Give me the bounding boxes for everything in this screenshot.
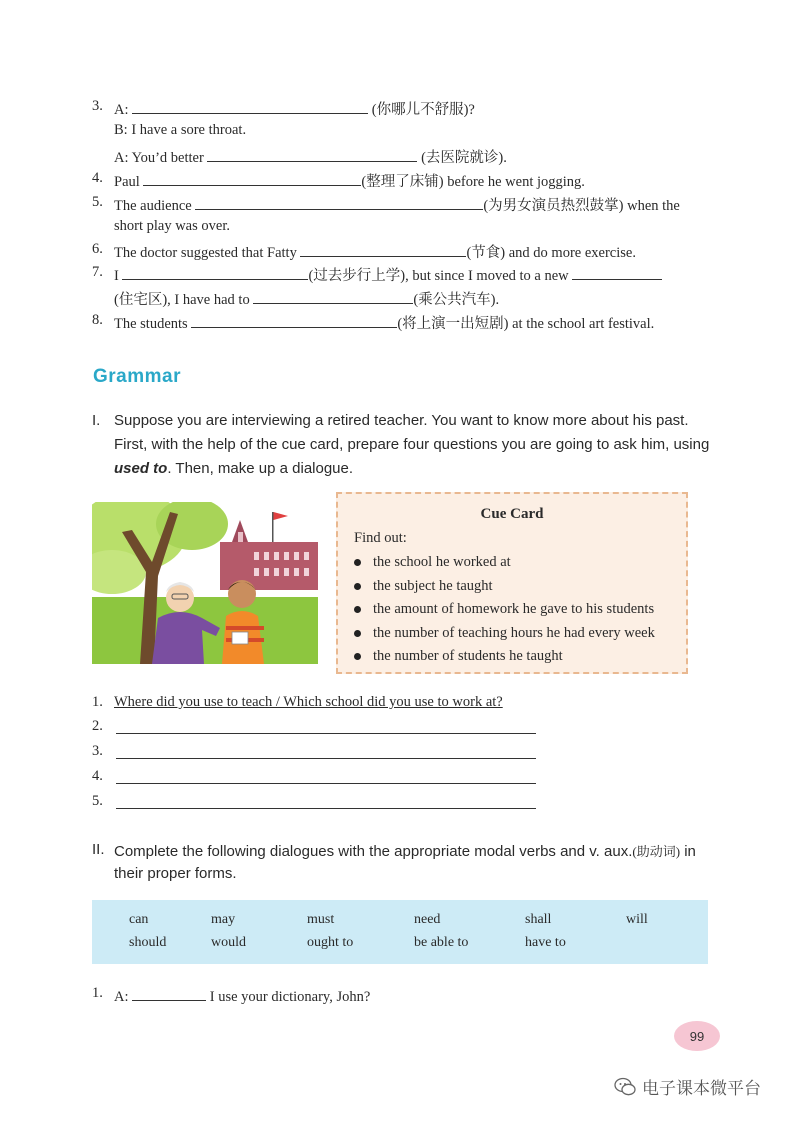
- sentence-start: Paul: [114, 174, 140, 190]
- illustration-teacher-and-student: [92, 502, 318, 664]
- student-head: [228, 580, 256, 608]
- item-number: 3.: [92, 743, 103, 759]
- example-question: Where did you use to teach / Which school did you use to work at?: [114, 694, 503, 710]
- word-option: have to: [525, 935, 566, 950]
- sentence-middle: , but since I moved to a new: [405, 268, 569, 284]
- instruction-line-end: in: [680, 843, 696, 860]
- sentence-end: and do more exercise.: [505, 245, 636, 261]
- item-number: 6.: [92, 241, 103, 257]
- bullet-icon: [354, 630, 361, 637]
- chinese-hint: (你哪儿不舒服)?: [371, 102, 475, 118]
- chinese-hint: (为男女演员热烈鼓掌): [483, 198, 624, 214]
- cue-card-title: Cue Card: [480, 506, 544, 522]
- chinese-hint: (将上演一出短剧): [397, 316, 509, 332]
- word-option: shall: [525, 912, 552, 927]
- part-numeral: II.: [92, 841, 105, 858]
- answer-blank[interactable]: [207, 146, 417, 162]
- word-option: should: [129, 935, 167, 950]
- cue-card-item: the school he worked at: [354, 554, 511, 571]
- item-number: 4.: [92, 170, 103, 186]
- instruction-line: . Then, make up a dialogue.: [167, 460, 354, 477]
- speaker-label: A:: [114, 989, 129, 1005]
- item-number: 1.: [92, 694, 103, 710]
- item-number: 7.: [92, 264, 103, 280]
- item-number: 2.: [92, 718, 103, 734]
- instruction-line: their proper forms.: [114, 865, 237, 882]
- answer-blank[interactable]: [300, 241, 466, 257]
- cue-card-item: the amount of homework he gave to his students: [354, 601, 654, 618]
- answer-blank[interactable]: [122, 264, 308, 280]
- chinese-hint: (整理了床铺): [361, 174, 444, 190]
- cue-card-item: the number of students he taught: [354, 648, 563, 665]
- answer-blank[interactable]: [132, 98, 368, 114]
- question-answer-line[interactable]: [116, 808, 536, 809]
- question-answer-line[interactable]: [116, 758, 536, 759]
- cue-card-item: the number of teaching hours he had every week: [354, 625, 655, 642]
- sentence-start: The doctor suggested that Fatty: [114, 245, 297, 261]
- answer-blank[interactable]: [143, 170, 361, 186]
- word-option: can: [129, 912, 149, 927]
- word-option: ought to: [307, 935, 354, 950]
- speaker-label: A:: [114, 102, 129, 118]
- sentence-end: .: [495, 292, 500, 308]
- answer-blank[interactable]: [195, 194, 483, 210]
- sentence-middle: , I have had to: [167, 292, 250, 308]
- sentence-start: The students: [114, 316, 188, 332]
- answer-blank[interactable]: [191, 312, 397, 328]
- word-option: must: [307, 912, 335, 927]
- answer-blank[interactable]: [572, 264, 662, 280]
- instruction-line: First, with the help of the cue card, prepare four questions you are going to ask him, using: [114, 436, 710, 453]
- chinese-hint: (乘公共汽车): [413, 292, 496, 308]
- sentence-start: I: [114, 268, 119, 284]
- watermark-text: 电子课本微平台: [642, 1079, 761, 1099]
- page-number: 99: [689, 1028, 705, 1044]
- sentence-start: The audience: [114, 198, 192, 214]
- sentence-end: when the: [623, 198, 680, 214]
- question-answer-line[interactable]: [116, 783, 536, 784]
- cue-card: [336, 492, 688, 674]
- item-number: 8.: [92, 312, 103, 328]
- chinese-hint: (节食): [466, 245, 506, 261]
- instruction-line: Suppose you are interviewing a retired teacher. You want to know more about his past.: [114, 412, 689, 429]
- chinese-hint: (去医院就诊).: [421, 150, 507, 166]
- word-option: would: [211, 935, 246, 950]
- word-option: be able to: [414, 935, 469, 950]
- dialogue-line: B: I have a sore throat.: [114, 122, 247, 138]
- bullet-icon: [354, 653, 361, 660]
- watermark: [614, 1074, 761, 1099]
- item-number: 5.: [92, 793, 103, 809]
- cue-card-find-out: Find out:: [354, 530, 407, 546]
- word-option: may: [211, 912, 236, 927]
- chinese-hint: (住宅区): [114, 292, 168, 308]
- item-number: 4.: [92, 768, 103, 784]
- dialogue-line: I use your dictionary, John?: [209, 989, 371, 1005]
- item-number: 1.: [92, 985, 103, 1001]
- sentence-end: at the school art festival.: [508, 316, 655, 332]
- answer-blank[interactable]: [132, 985, 206, 1001]
- dialogue-line: A: You’d better: [114, 150, 204, 166]
- instruction-line: Complete the following dialogues with the appropriate modal verbs and v. aux.: [114, 843, 633, 860]
- wechat-icon: [614, 1077, 636, 1097]
- answer-blank[interactable]: [253, 288, 413, 304]
- chinese-hint: (助动词): [632, 844, 681, 859]
- part-numeral: I.: [92, 412, 101, 429]
- sentence-end: before he went jogging.: [443, 174, 585, 190]
- bullet-icon: [354, 583, 361, 590]
- page-number-badge: [674, 1021, 720, 1051]
- chinese-hint: (过去步行上学): [308, 268, 406, 284]
- item-number: 5.: [92, 194, 103, 210]
- emphasis-used-to: used to: [114, 460, 168, 477]
- modal-verb-word-box: [92, 900, 708, 964]
- sentence-continuation: short play was over.: [114, 218, 230, 234]
- section-title-grammar: Grammar: [93, 366, 181, 387]
- bullet-icon: [354, 559, 361, 566]
- cue-card-item: the subject he taught: [354, 578, 493, 595]
- question-answer-line[interactable]: [116, 733, 536, 734]
- word-option: need: [414, 912, 441, 927]
- word-option: will: [626, 912, 648, 927]
- item-number: 3.: [92, 98, 103, 114]
- bullet-icon: [354, 606, 361, 613]
